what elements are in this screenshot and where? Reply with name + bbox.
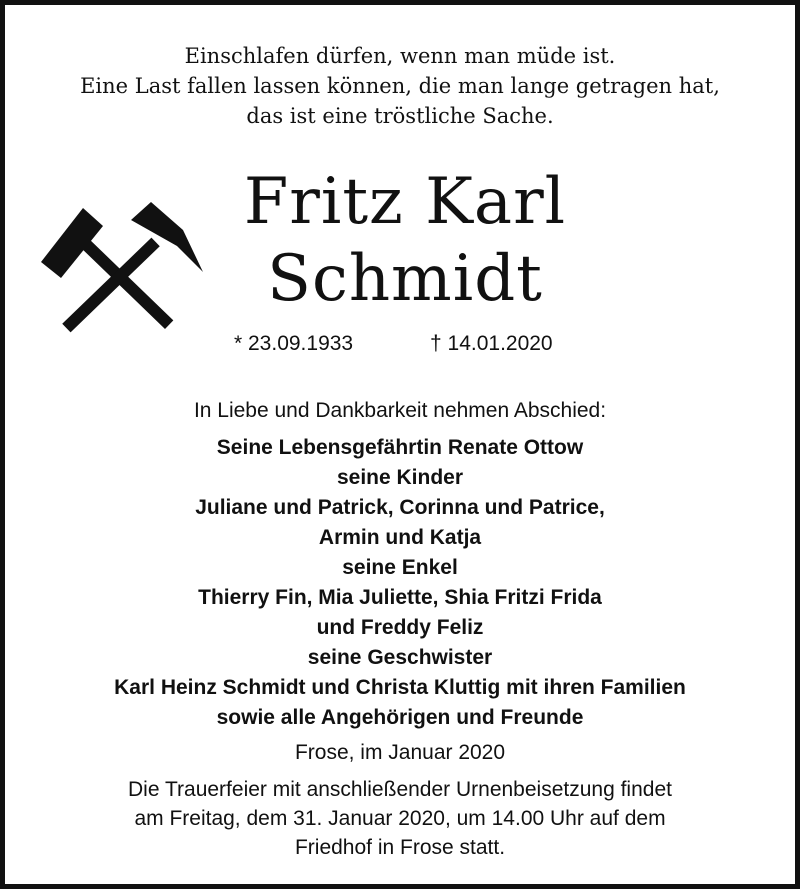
service-line: Friedhof in Frose statt. [294,836,506,859]
mourner-line: Karl Heinz Schmidt und Christa Kluttig mit ihren Familien [114,676,686,699]
life-dates [5,332,795,362]
mourner-line: seine Enkel [342,556,458,579]
motto-line: das ist eine tröstliche Sache. [246,104,554,128]
service-line: am Freitag, dem 31. Januar 2020, um 14.00 Uhr auf dem [134,807,666,830]
motto [5,41,795,131]
service-line: Die Trauerfeier mit anschließender Urnenbeisetzung findet [128,778,672,801]
mourner-line: seine Geschwister [307,646,493,669]
hammer-and-pick-icon [33,190,203,350]
deceased-first-names: Fritz Karl [243,165,567,239]
mourner-line: Seine Lebensgefährtin Renate Ottow [216,436,584,459]
mourner-line: Thierry Fin, Mia Juliette, Shia Fritzi Frida [198,586,602,609]
deceased-last-name: Schmidt [267,242,543,316]
funeral-service-info [5,775,795,862]
birth-date: * 23.09.1933 [234,332,354,355]
motto-line: Einschlafen dürfen, wenn man müde ist. [184,44,616,68]
mourner-line: und Freddy Feliz [316,616,484,639]
death-date: † 14.01.2020 [430,332,553,355]
farewell-intro: In Liebe und Dankbarkeit nehmen Abschied: [193,399,607,422]
place-and-date: Frose, im Januar 2020 [294,741,506,764]
mourner-line: Juliane und Patrick, Corinna und Patrice, [195,496,605,519]
mourner-line: seine Kinder [336,466,464,489]
mourners-list [5,433,795,733]
mourner-line: sowie alle Angehörigen und Freunde [216,706,584,729]
motto-line: Eine Last fallen lassen können, die man lange getragen hat, [80,74,720,98]
mourner-line: Armin und Katja [318,526,482,549]
